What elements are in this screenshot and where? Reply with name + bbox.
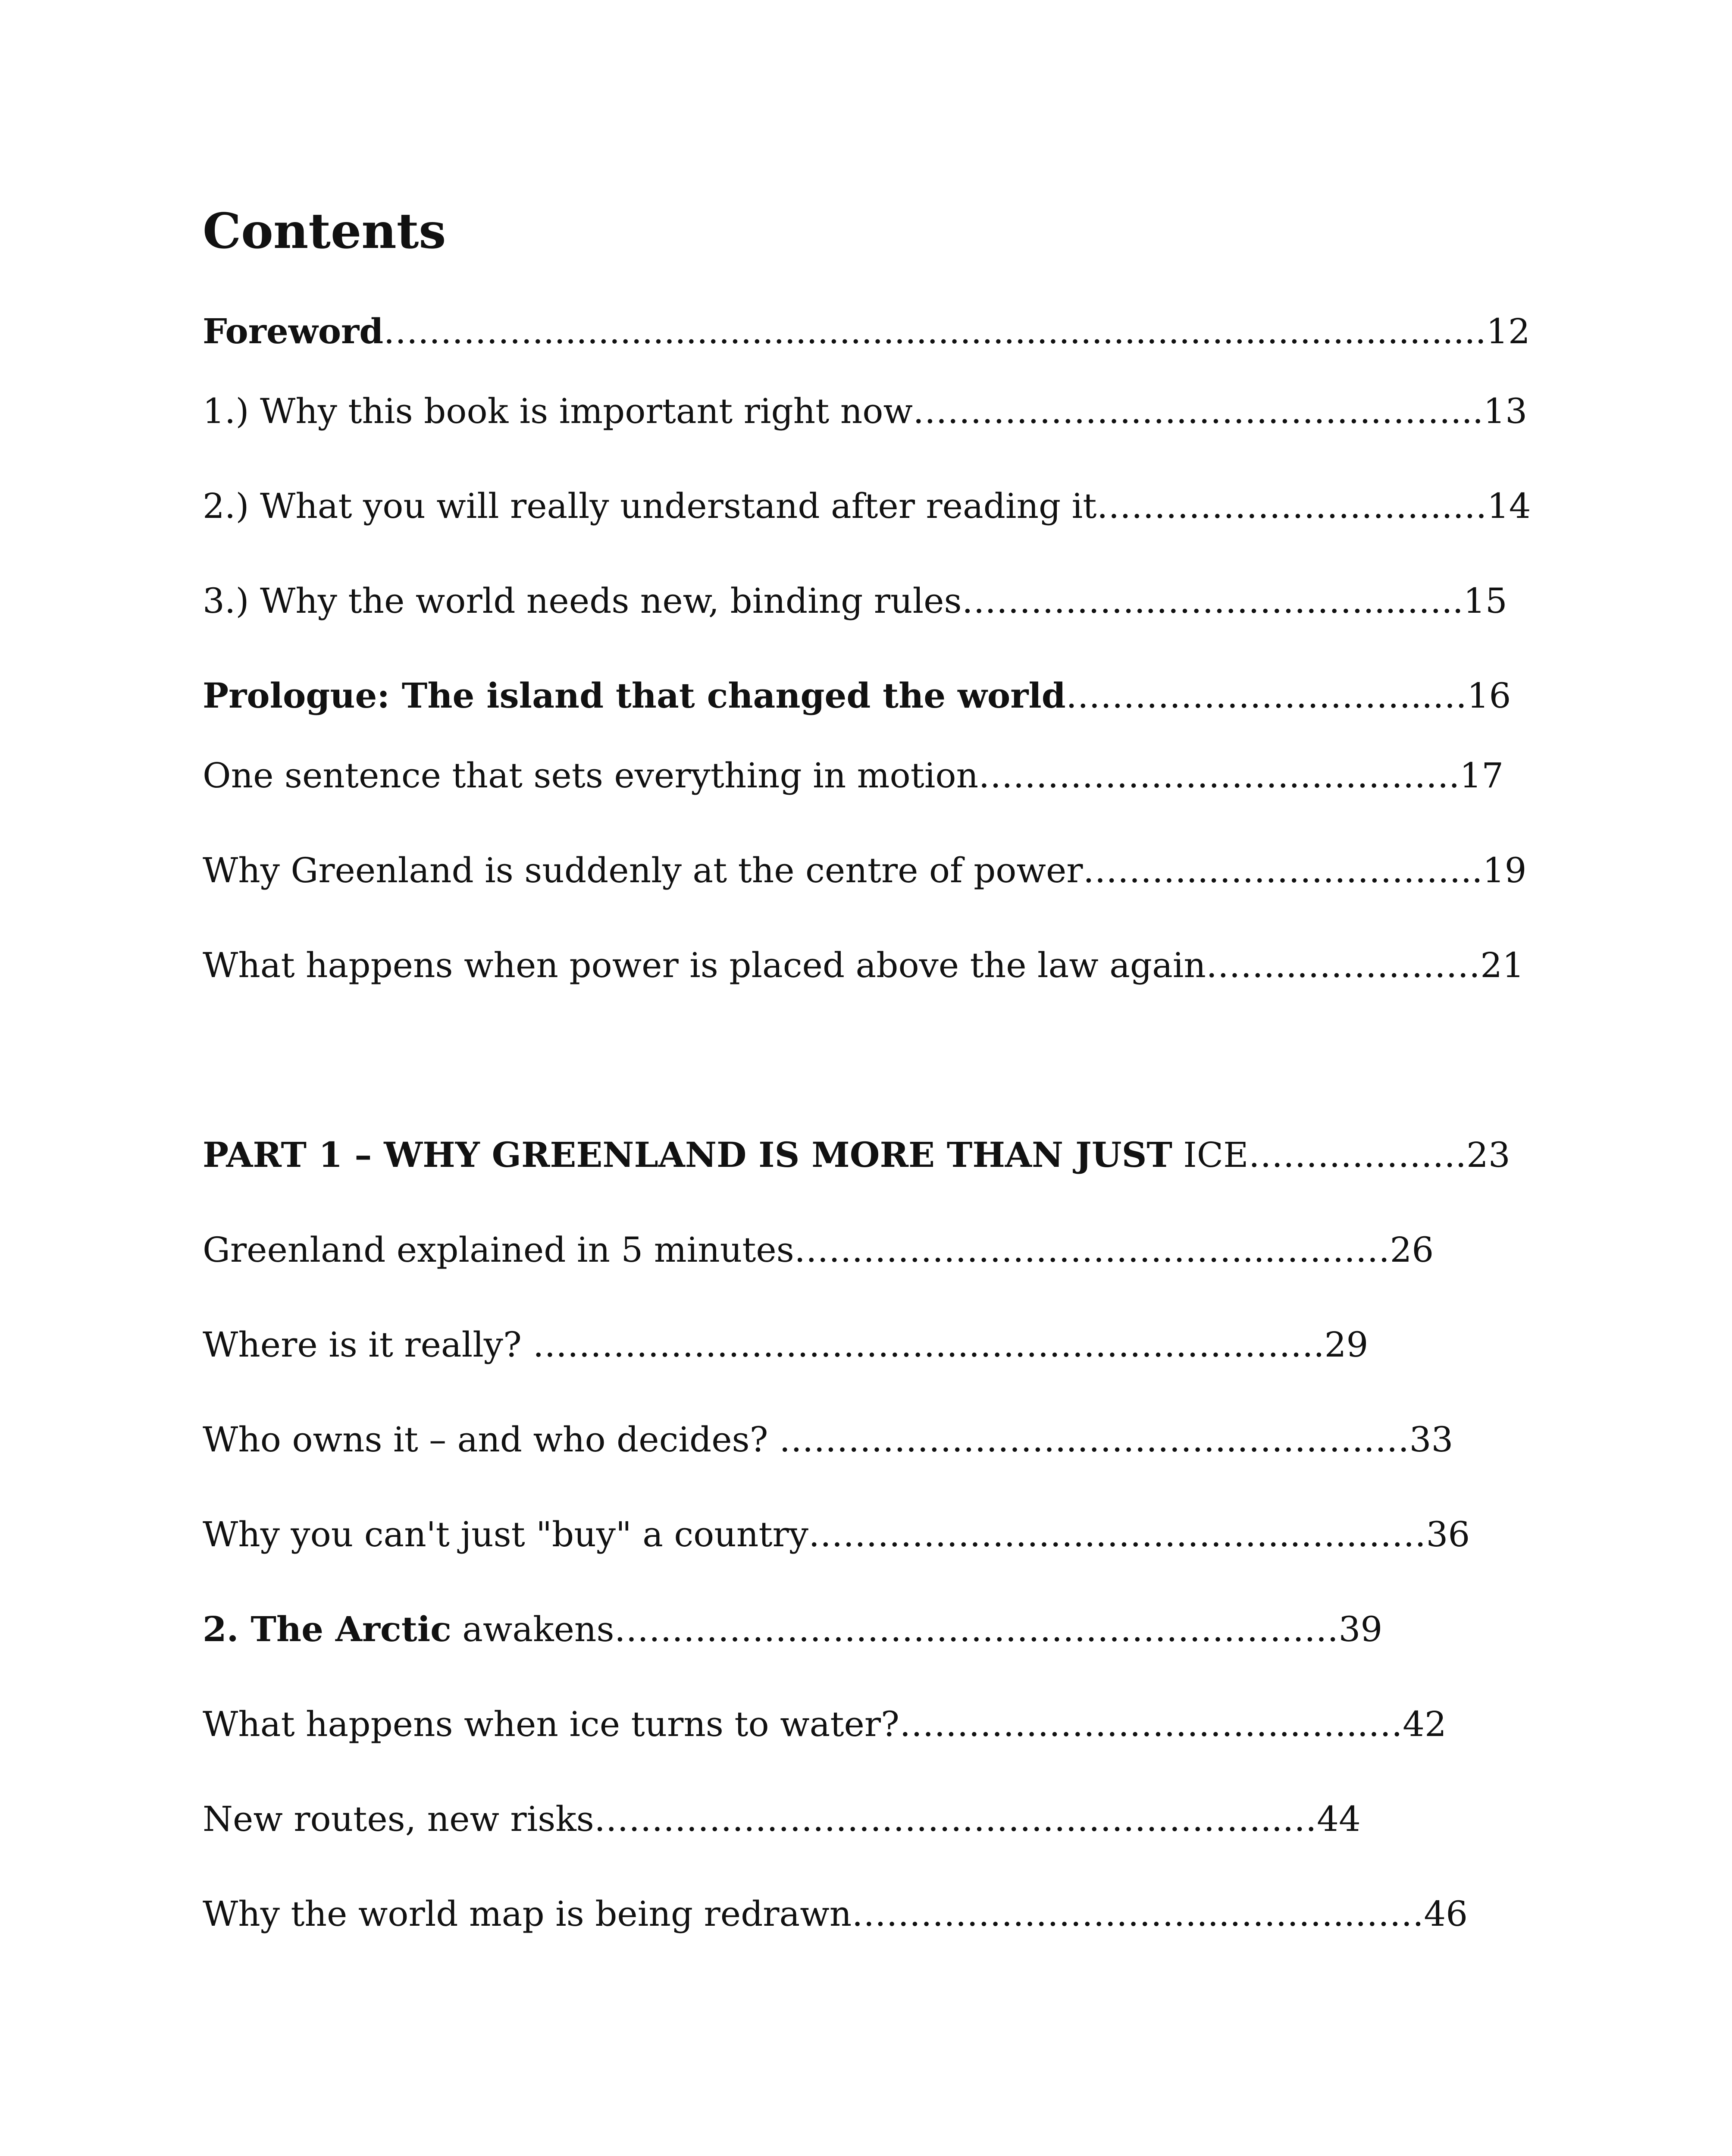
toc-entry-leader: ….……….......................................................................................: [383, 311, 1486, 351]
toc-entry-leader: ……………………….….……….: [978, 755, 1460, 796]
toc-entry-label: What happens when ice turns to water?: [203, 1704, 899, 1744]
toc-entry-label: New routes, new risks: [203, 1799, 594, 1839]
toc-entry-page: 21: [1480, 945, 1525, 985]
toc-entry: [203, 1703, 1447, 1745]
toc-entry: [203, 390, 1527, 432]
toc-entry: [203, 1229, 1434, 1271]
toc-entry: [203, 849, 1526, 891]
toc-entry-leader: ………………………….…: [1096, 486, 1487, 526]
toc-entry-label: What happens when power is placed above the law again: [203, 945, 1206, 985]
toc-entry-page: 15: [1463, 581, 1507, 621]
toc-entry-leader: ……………….: [1248, 1135, 1466, 1175]
toc-entry: [203, 944, 1524, 986]
toc-entry-leader: ……………………..…………..……………: [779, 1420, 1409, 1460]
toc-entry-page: 26: [1390, 1230, 1434, 1270]
toc-entry-leader: …………………………………...….……: [794, 1230, 1390, 1270]
toc-entry-bold: Foreword: [203, 311, 384, 351]
toc-entry: [203, 1893, 1468, 1935]
toc-entry-page: 39: [1338, 1609, 1383, 1649]
toc-entry-page: 13: [1483, 391, 1528, 431]
toc-entry: [203, 675, 1511, 717]
toc-entry: [203, 1514, 1470, 1555]
toc-entry-page: 42: [1403, 1704, 1447, 1744]
toc-entry-page: 44: [1317, 1799, 1361, 1839]
toc-entry: [203, 1419, 1453, 1460]
toc-entry-leader: …………………………………………………...…: [594, 1799, 1317, 1839]
toc-entry-page: 29: [1324, 1325, 1369, 1365]
toc-entry-leader: …………………….……………...…..……: [808, 1514, 1426, 1554]
page-title: Contents: [203, 203, 446, 260]
toc-entry-leader: ……...……………: [1206, 945, 1481, 985]
toc-entry-leader: ……………..………………....…..: [962, 581, 1463, 621]
toc-entry: [203, 485, 1531, 527]
toc-entry: [203, 1608, 1382, 1650]
toc-entry: [203, 310, 1530, 352]
toc-entry-label: One sentence that sets everything in motion: [203, 755, 979, 796]
toc-entry-leader: ………………………………………………………: [614, 1609, 1339, 1649]
toc-entry-label: Who owns it – and who decides?: [203, 1420, 779, 1460]
toc-entry-label: Why the world map is being redrawn: [203, 1894, 852, 1934]
toc-entry-bold: Prologue: The island that changed the world: [203, 675, 1066, 716]
toc-entry-page: 46: [1424, 1894, 1468, 1934]
toc-entry: [203, 580, 1507, 622]
toc-entry-label: Greenland explained in 5 minutes: [203, 1230, 794, 1270]
toc-entry-label: 2.) What you will really understand after reading it: [203, 486, 1097, 526]
toc-entry-page: 12: [1486, 311, 1530, 351]
toc-entry: [203, 1324, 1368, 1366]
toc-entry-page: 33: [1409, 1420, 1453, 1460]
toc-entry-leader: ………………..….……………..……...: [912, 391, 1484, 431]
toc-entry: [203, 755, 1503, 796]
toc-entry-label: Why you can't just "buy" a country: [203, 1514, 808, 1554]
toc-entry-bold: 2. The Arctic: [203, 1609, 451, 1649]
toc-entry-page: 14: [1487, 486, 1531, 526]
toc-entry-leader: …………………………...………..……: [852, 1894, 1424, 1934]
toc-entry-label: Where is it really?: [203, 1325, 533, 1365]
toc-entry-leader: ………………………………..………………………….: [532, 1325, 1325, 1365]
toc-entry: [203, 1134, 1510, 1176]
toc-entry-label: awakens: [451, 1609, 614, 1649]
toc-entry-page: 23: [1466, 1135, 1510, 1175]
toc-entry-leader: ………...…………………..: [1083, 850, 1483, 890]
toc-entry-label: Why Greenland is suddenly at the centre of power: [203, 850, 1083, 890]
toc-entry-label: 1.) Why this book is important right now: [203, 391, 913, 431]
toc-entry-bold: PART 1 – WHY GREENLAND IS MORE THAN JUST: [203, 1134, 1172, 1175]
toc-entry-label: ICE: [1172, 1135, 1249, 1175]
toc-entry-leader: …………………………..…: [1065, 676, 1467, 716]
toc-entry-page: 17: [1460, 755, 1504, 796]
toc-entry-leader: ……………………………...…..…: [899, 1704, 1403, 1744]
toc-entry-page: 16: [1467, 676, 1511, 716]
toc-entry-label: 3.) Why the world needs new, binding rules: [203, 581, 962, 621]
toc-entry-page: 19: [1482, 850, 1527, 890]
toc-entry-page: 36: [1426, 1514, 1470, 1554]
toc-entry: [203, 1798, 1361, 1840]
